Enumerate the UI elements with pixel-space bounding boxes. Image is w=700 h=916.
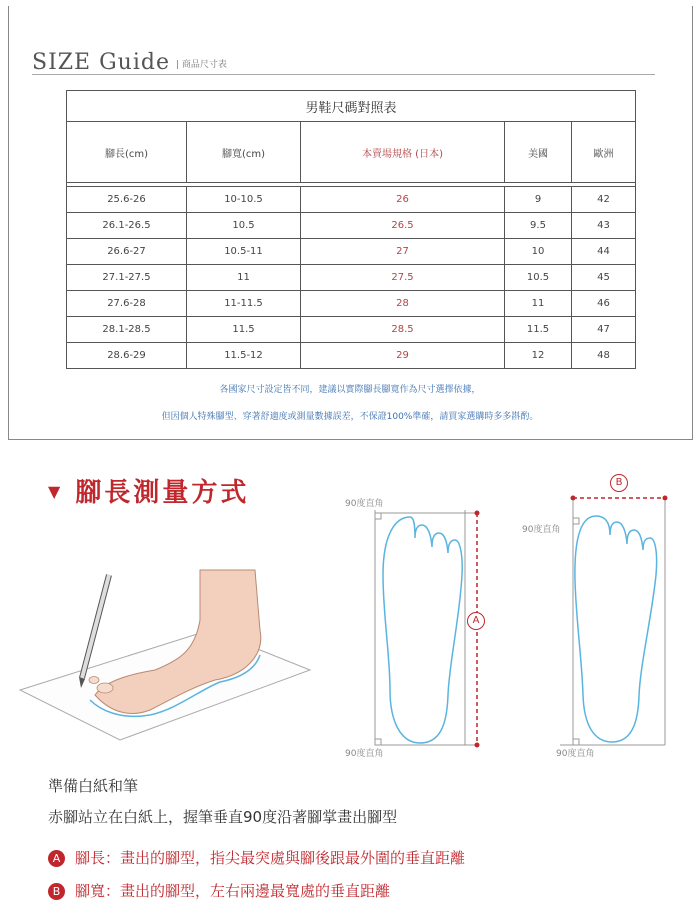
right-angle-label-bottom-a: 90度直角 (345, 749, 384, 759)
cell-us-size: 11.5 (505, 317, 572, 343)
cell-foot-length: 26.1-26.5 (67, 213, 187, 239)
col-foot-width: 腳寬(cm) (187, 122, 301, 183)
table-row (67, 187, 636, 213)
foot-drawing-illustration (10, 560, 320, 760)
col-eu-size: 歐洲 (572, 122, 636, 183)
col-jp-size: 本賣場規格 (日本) (301, 122, 505, 183)
cell-jp-size: 26 (301, 187, 505, 213)
right-angle-label-bottom-b: 90度直角 (556, 749, 595, 759)
cell-jp-size: 26.5 (301, 213, 505, 239)
right-angle-label-top-b: 90度直角 (522, 525, 561, 535)
cell-us-size: 12 (505, 343, 572, 369)
col-foot-length: 腳長(cm) (67, 122, 187, 183)
cell-foot-length: 28.1-28.5 (67, 317, 187, 343)
definition-a (48, 847, 465, 868)
instruction-step-1: 準備白紙和筆 (48, 777, 139, 795)
cell-us-size: 9 (505, 187, 572, 213)
col-us-size: 美國 (505, 122, 572, 183)
table-row (67, 343, 636, 369)
cell-eu-size: 43 (572, 213, 636, 239)
cell-foot-length: 28.6-29 (67, 343, 187, 369)
cell-us-size: 11 (505, 291, 572, 317)
right-angle-label-top-a: 90度直角 (345, 499, 384, 509)
definition-a-text: 腳長：畫出的腳型，指尖最突處與腳後跟最外圍的垂直距離 (75, 849, 466, 867)
cell-jp-size: 28 (301, 291, 505, 317)
cell-foot-width: 11 (187, 265, 301, 291)
cell-foot-length: 26.6-27 (67, 239, 187, 265)
cell-eu-size: 46 (572, 291, 636, 317)
cell-eu-size: 47 (572, 317, 636, 343)
cell-jp-size: 27 (301, 239, 505, 265)
triangle-down-icon: ▼ (48, 482, 64, 501)
badge-a: A (467, 612, 485, 630)
size-guide-subtitle: | 商品尺寸表 (176, 60, 227, 70)
table-caption: 男鞋尺碼對照表 (67, 91, 636, 122)
cell-foot-width: 11-11.5 (187, 291, 301, 317)
cell-foot-width: 10-10.5 (187, 187, 301, 213)
table-header-row (67, 122, 636, 183)
cell-foot-length: 27.1-27.5 (67, 265, 187, 291)
definition-b-text: 腳寬：畫出的腳型，左右兩邊最寬處的垂直距離 (75, 882, 391, 900)
table-row (67, 239, 636, 265)
cell-eu-size: 44 (572, 239, 636, 265)
note-line-2: 但因個人特殊腳型、穿著舒適度或測量數據誤差，不保證100%準確，請買家選購時多多斟酌。 (161, 412, 539, 422)
foot-width-diagram (560, 490, 680, 750)
title-divider (32, 74, 655, 75)
definition-b (48, 880, 390, 901)
cell-foot-width: 10.5-11 (187, 239, 301, 265)
cell-foot-length: 25.6-26 (67, 187, 187, 213)
cell-foot-width: 11.5-12 (187, 343, 301, 369)
size-table (66, 90, 636, 369)
badge-b-icon: B (48, 883, 65, 900)
table-row (67, 317, 636, 343)
cell-us-size: 10.5 (505, 265, 572, 291)
instruction-step-2: 赤腳站立在白紙上，握筆垂直90度沿著腳掌畫出腳型 (48, 808, 398, 826)
badge-a-icon: A (48, 850, 65, 867)
badge-b: B (610, 474, 628, 492)
cell-us-size: 10 (505, 239, 572, 265)
cell-jp-size: 28.5 (301, 317, 505, 343)
size-guide-title: SIZE Guide (32, 50, 170, 75)
table-row (67, 265, 636, 291)
cell-foot-width: 10.5 (187, 213, 301, 239)
cell-eu-size: 45 (572, 265, 636, 291)
measure-heading-text: 腳長測量方式 (75, 478, 250, 508)
cell-foot-length: 27.6-28 (67, 291, 187, 317)
cell-eu-size: 42 (572, 187, 636, 213)
note-line-1: 各國家尺寸設定皆不同，建議以實際腳長腳寬作為尺寸選擇依據， (219, 385, 481, 395)
cell-us-size: 9.5 (505, 213, 572, 239)
cell-eu-size: 48 (572, 343, 636, 369)
table-row (67, 213, 636, 239)
cell-foot-width: 11.5 (187, 317, 301, 343)
cell-jp-size: 29 (301, 343, 505, 369)
cell-jp-size: 27.5 (301, 265, 505, 291)
table-row (67, 291, 636, 317)
measure-heading (48, 472, 249, 509)
